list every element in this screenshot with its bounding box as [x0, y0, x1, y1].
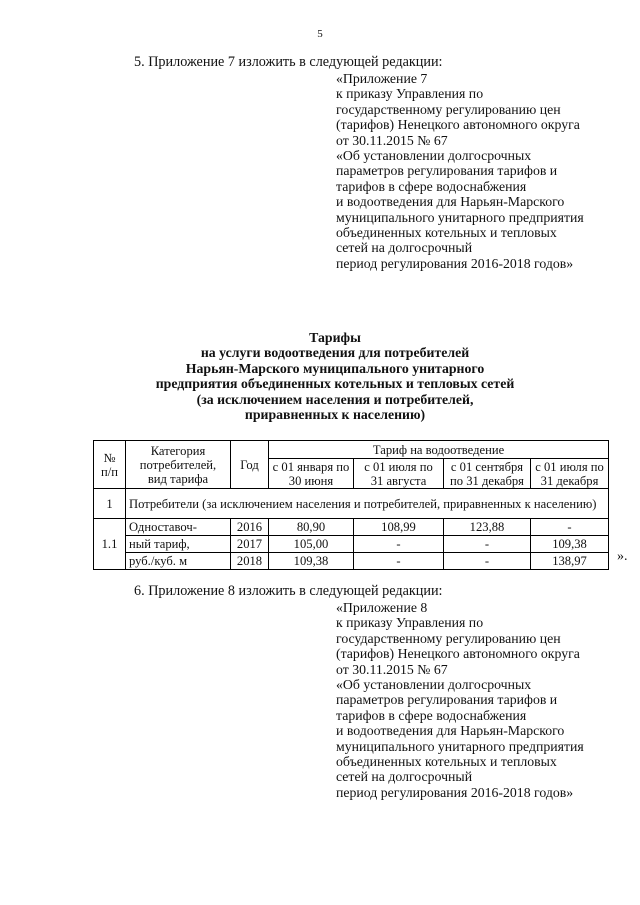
year-cell: 2017 [231, 536, 269, 553]
annex-line: объединенных котельных и тепловых [336, 754, 557, 770]
page-number: 5 [317, 28, 323, 40]
year-cell: 2018 [231, 553, 269, 570]
annex-line: и водоотведения для Нарьян-Марского [336, 723, 565, 739]
annex-line: к приказу Управления по [336, 615, 484, 631]
category-line: ный тариф, [126, 536, 231, 553]
annex-line: «Приложение 7 [336, 71, 428, 86]
annex-line: от 30.11.2015 № 67 [336, 132, 448, 148]
annex-line: (тарифов) Ненецкого автономного округа [336, 117, 580, 133]
annex-line: сетей на долгосрочный [336, 769, 473, 785]
annex-7-header [336, 71, 584, 271]
value-cell: - [444, 536, 531, 553]
annex-line: к приказу Управления по [336, 86, 484, 102]
tariff-title [100, 330, 570, 422]
header-period: с 01 января по 30 июня [269, 459, 354, 489]
closing-quote: ». [617, 549, 628, 564]
annex-line: сетей на долгосрочный [336, 240, 473, 256]
annex-line: и водоотведения для Нарьян-Марского [336, 194, 565, 210]
table-header-row [94, 441, 609, 459]
header-category: Категория потребителей, вид тарифа [126, 441, 231, 489]
row-num: 1.1 [94, 519, 126, 570]
annex-line: параметров регулирования тарифов и [336, 163, 558, 179]
annex-8-header [336, 600, 584, 800]
annex-line: от 30.11.2015 № 67 [336, 661, 448, 677]
title-line: Нарьян-Марского муниципального унитарного [185, 360, 485, 376]
category-line: руб./куб. м [126, 553, 231, 570]
table-section-row [94, 489, 609, 519]
title-line: (за исключением населения и потребителей, [196, 391, 474, 407]
annex-line: (тарифов) Ненецкого автономного округа [336, 646, 580, 662]
title-line: приравненных к населению) [244, 407, 426, 423]
value-cell: - [444, 553, 531, 570]
annex-line: параметров регулирования тарифов и [336, 692, 558, 708]
header-tariff-group: Тариф на водоотведение [269, 441, 609, 459]
category-line: Одноставоч- [126, 519, 231, 536]
annex-line: государственному регулированию цен [336, 101, 561, 117]
annex-line: период регулирования 2016-2018 годов» [336, 784, 574, 800]
title-line: на услуги водоотведения для потребителей [200, 345, 470, 361]
table-row [94, 536, 609, 553]
annex-line: государственному регулированию цен [336, 630, 561, 646]
annex-line: тарифов в сфере водоснабжения [336, 707, 527, 723]
value-cell: - [354, 536, 444, 553]
section-num: 1 [94, 489, 126, 519]
header-year: Год [231, 441, 269, 489]
value-cell: 109,38 [269, 553, 354, 570]
annex-line: муниципального унитарного предприятия [336, 209, 584, 225]
value-cell: 108,99 [354, 519, 444, 536]
annex-line: «Об установлении долгосрочных [336, 677, 532, 693]
header-period: с 01 сентября по 31 декабря [444, 459, 531, 489]
table-row [94, 519, 609, 536]
value-cell: - [531, 519, 609, 536]
value-cell: 109,38 [531, 536, 609, 553]
value-cell: - [354, 553, 444, 570]
item-5-text: 5. Приложение 7 изложить в следующей редакции: [134, 54, 443, 70]
year-cell: 2016 [231, 519, 269, 536]
value-cell: 138,97 [531, 553, 609, 570]
value-cell: 105,00 [269, 536, 354, 553]
annex-line: «Об установлении долгосрочных [336, 148, 532, 164]
tariff-table [93, 440, 609, 570]
annex-line: тарифов в сфере водоснабжения [336, 178, 527, 194]
title-line: предприятия объединенных котельных и тепловых сетей [155, 376, 515, 392]
header-num: № п/п [94, 441, 126, 489]
value-cell: 80,90 [269, 519, 354, 536]
annex-line: «Приложение 8 [336, 600, 428, 615]
annex-line: муниципального унитарного предприятия [336, 738, 584, 754]
header-period: с 01 июля по 31 декабря [531, 459, 609, 489]
item-6-text: 6. Приложение 8 изложить в следующей редакции: [134, 583, 443, 599]
value-cell: 123,88 [444, 519, 531, 536]
annex-line: объединенных котельных и тепловых [336, 225, 557, 241]
header-period: с 01 июля по 31 августа [354, 459, 444, 489]
annex-line: период регулирования 2016-2018 годов» [336, 255, 574, 271]
title-line: Тарифы [309, 330, 361, 345]
table-row [94, 553, 609, 570]
section-text: Потребители (за исключением населения и потребителей, приравненных к населению) [126, 489, 609, 519]
